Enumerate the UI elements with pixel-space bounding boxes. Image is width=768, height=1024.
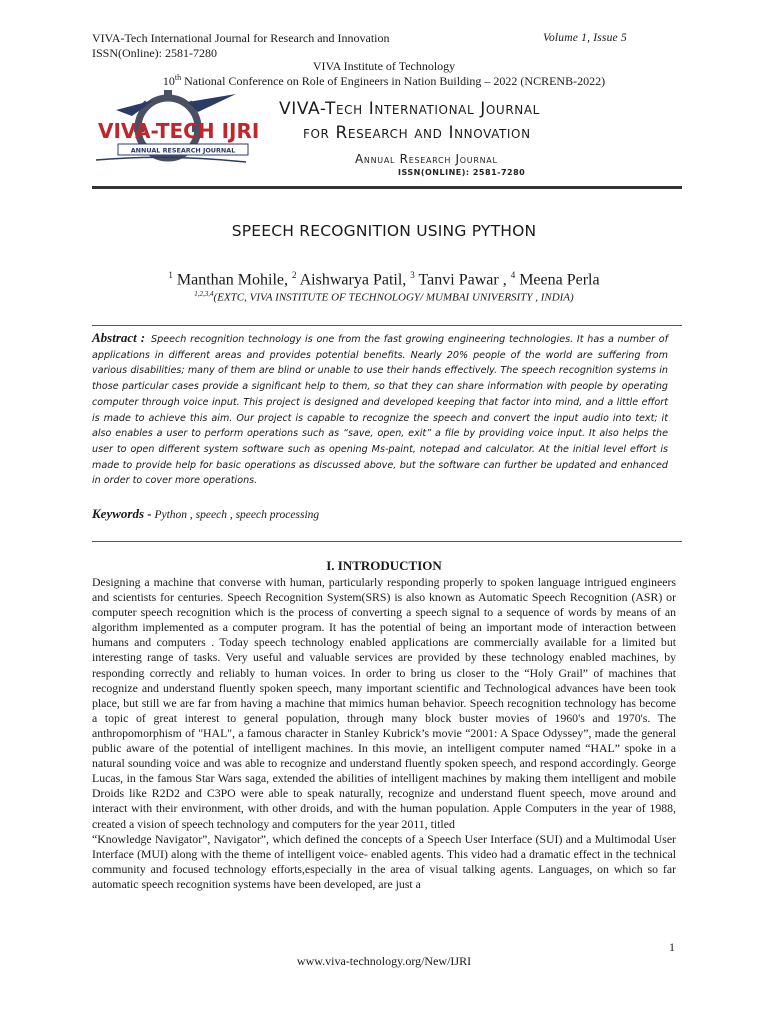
journal-logo (96, 90, 286, 170)
abstract-text: Speech recognition technology is one from the fast growing engineering technologies. It has a number of applications in different areas and provides potential benefits. Nearly 20% people of the world are suffering from various disabilities; many of them are blind or unable to use their hands effectively. The speech recognition systems in those particular cases provide a significant help to them, so that they can share information with people by operating computer through voice input. This project is designed and developed keeping that factor into mind, and a little effort is made to achieve this aim. Our project is capable to recognize the speech and convert the input audio into text; it also enables a user to perform operations such as “save, open, exit” a file by providing voice input. It also helps the user to open different system software such as opening Ms-paint, notepad and calculator. At the initial level effort is made to provide help for basic operations as discussed above, but the software can further be updated and enhanced in order to cover more operations. (92, 334, 668, 487)
gear-logo-icon (96, 90, 286, 170)
paragraph: Designing a machine that converse with human, particularly responding properly to spoken language intrigued engineers and scientists for centuries. Speech Recognition System(SRS) is also known as Automatic Speech Recognition (ASR) or computer speech recognition which is the process of converting a speech signal to a sequence of words by means of an algorithm implemented as a computer program. It has the potential of being an important mode of interaction between humans and computers . Today speech technology enabled applications are commercially available for a limited but interesting range of tasks. Very useful and valuable services are provided by these technology enabled machines, by responding correctly and reliably to human voices. In order to bring us closer to the “Holy Grail” of machines that recognize and understand fluently spoken speech, many important scientific and Technological advances have been took place, but still we are far from having a machine that mimics human behavior. Speech recognition technology has become a topic of great interest to general population, through many block buster movies of 1960's and 1970's. The anthropomorphism of "HAL", a famous character in Stanley Kubrick’s movie “2001: A Space Odyssey”, made the general public aware of the potential of intelligent machines. In this movie, an intelligent computer named “HAL” spoke in a natural sounding voice and was able to recognize and understand fluently spoken speech, and respond accordingly. George Lucas, in the famous Star Wars saga, extended the abilities of intelligent machines by making them intelligent and mobile Droids like R2D2 and C3PO were able to speak naturally, recognize and understand fluent speech, move around and interact with their environment, with other droids, and with the human population. Apple Computers in the year of 1988, created a vision of speech technology and computers for the year 2011, titled (92, 575, 676, 831)
author-name: Manthan Mohile, (176, 271, 288, 289)
keywords-line (92, 506, 319, 522)
keywords-value: Python , speech , speech processing (154, 509, 320, 521)
logo-subtitle: ANNUAL RESEARCH JOURNAL (130, 146, 236, 155)
masthead-title (279, 97, 540, 145)
logo-wordmark: VIVA-TECH IJRI (98, 119, 260, 143)
section-heading-introduction: I. INTRODUCTION (326, 558, 442, 573)
abstract-label: Abstract : (92, 330, 146, 345)
author-name: Aishwarya Patil, (299, 271, 407, 289)
running-header (92, 31, 390, 61)
conference-ordinal: th (174, 73, 182, 82)
abstract-block (92, 330, 668, 489)
institute-name: VIVA Institute of Technology (312, 59, 456, 73)
author-number: 1 (168, 270, 173, 280)
keywords-label: Keywords - (92, 506, 152, 521)
issn-line: ISSN(Online): 2581-7280 (92, 46, 217, 60)
journal-name: VIVA-Tech International Journal for Research and Innovation (92, 31, 390, 45)
abstract-top-divider (92, 325, 682, 326)
header-divider (92, 186, 682, 189)
author-number: 4 (510, 270, 516, 280)
conference-text: National Conference on Role of Engineers in Nation Building – 2022 (NCRENB-2022) (184, 74, 606, 88)
affiliation-text: (EXTC, VIVA INSTITUTE OF TECHNOLOGY/ MUMBAI UNIVERSITY , INDIA) (213, 291, 574, 304)
author-name: Meena Perla (519, 271, 600, 289)
author-number: 2 (292, 270, 297, 280)
author-number: 3 (410, 270, 415, 280)
keywords-divider (92, 541, 682, 542)
paper-title: SPEECH RECOGNITION USING PYTHON (231, 222, 537, 240)
introduction-body (92, 575, 676, 892)
volume-issue: Volume 1, Issue 5 (543, 32, 627, 44)
footer-url: www.viva-technology.org/New/IJRI (296, 954, 472, 968)
masthead-issn: ISSN(ONLINE): 2581-7280 (398, 168, 526, 177)
paragraph: “Knowledge Navigator”, Navigator”, which defined the concepts of a Speech User Interface (SUI) and a Multimodal User Interface (MUI) along with the theme of intelligent voice- enabled agents. This video had a dramatic effect in the technical community and focused technology efforts,especially in the area of visual talking agents. Languages, on which so far automatic speech recognition systems have been developed, are just a (92, 831, 676, 891)
annual-research-journal: Annual Research Journal (355, 152, 498, 166)
page-number: 1 (669, 940, 675, 954)
masthead-title-line2: for Research and Innovation (303, 123, 531, 143)
masthead-title-line1: VIVA-Tech International Journal (279, 99, 540, 119)
author-name: Tanvi Pawar , (418, 271, 507, 289)
affiliation-superscript: 1,2,3,4 (194, 290, 214, 298)
affiliation (0, 290, 768, 304)
conference-number: 10 (162, 74, 175, 88)
conference-line (0, 73, 768, 89)
author-list (0, 270, 768, 289)
